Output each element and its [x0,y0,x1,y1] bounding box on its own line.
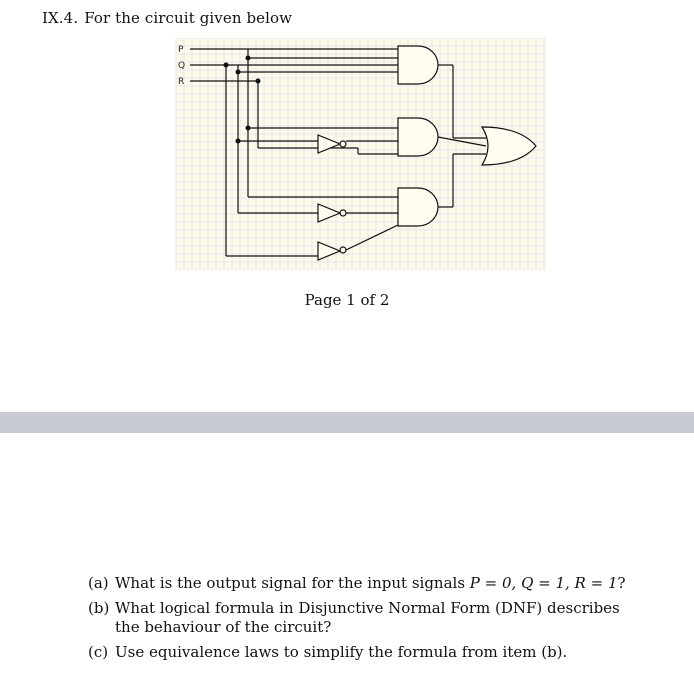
problem-number: IX.4. [42,9,79,27]
question-a-text: What is the output signal for the input signals [115,574,470,592]
question-a-label: (a) [88,574,109,592]
question-c [88,643,648,662]
question-a-math: P = 0, Q = 1, R = 1 [469,574,618,592]
question-c-label: (c) [88,643,109,661]
problem-title: For the circuit given below [84,9,293,27]
question-c-text: Use equivalence laws to simplify the formula from item (b). [115,643,568,661]
question-b-label: (b) [88,599,110,617]
input-label-q: Q [178,61,186,71]
and-gate-2 [398,118,438,156]
question-a-end: ? [617,574,626,592]
question-list [88,574,648,668]
page-indicator: Page 1 of 2 [304,291,390,309]
question-b [88,599,648,637]
question-a [88,574,648,593]
input-label-p: P [178,45,184,55]
and-gate-1 [398,46,438,84]
and-gate-3 [398,188,438,226]
problem-heading [42,9,292,27]
question-b-text: What logical formula in Disjunctive Normal Form (DNF) describes the behaviour of the circuit? [115,599,620,636]
input-label-r: R [178,77,185,87]
page-divider [0,412,694,433]
circuit-diagram [168,38,546,270]
